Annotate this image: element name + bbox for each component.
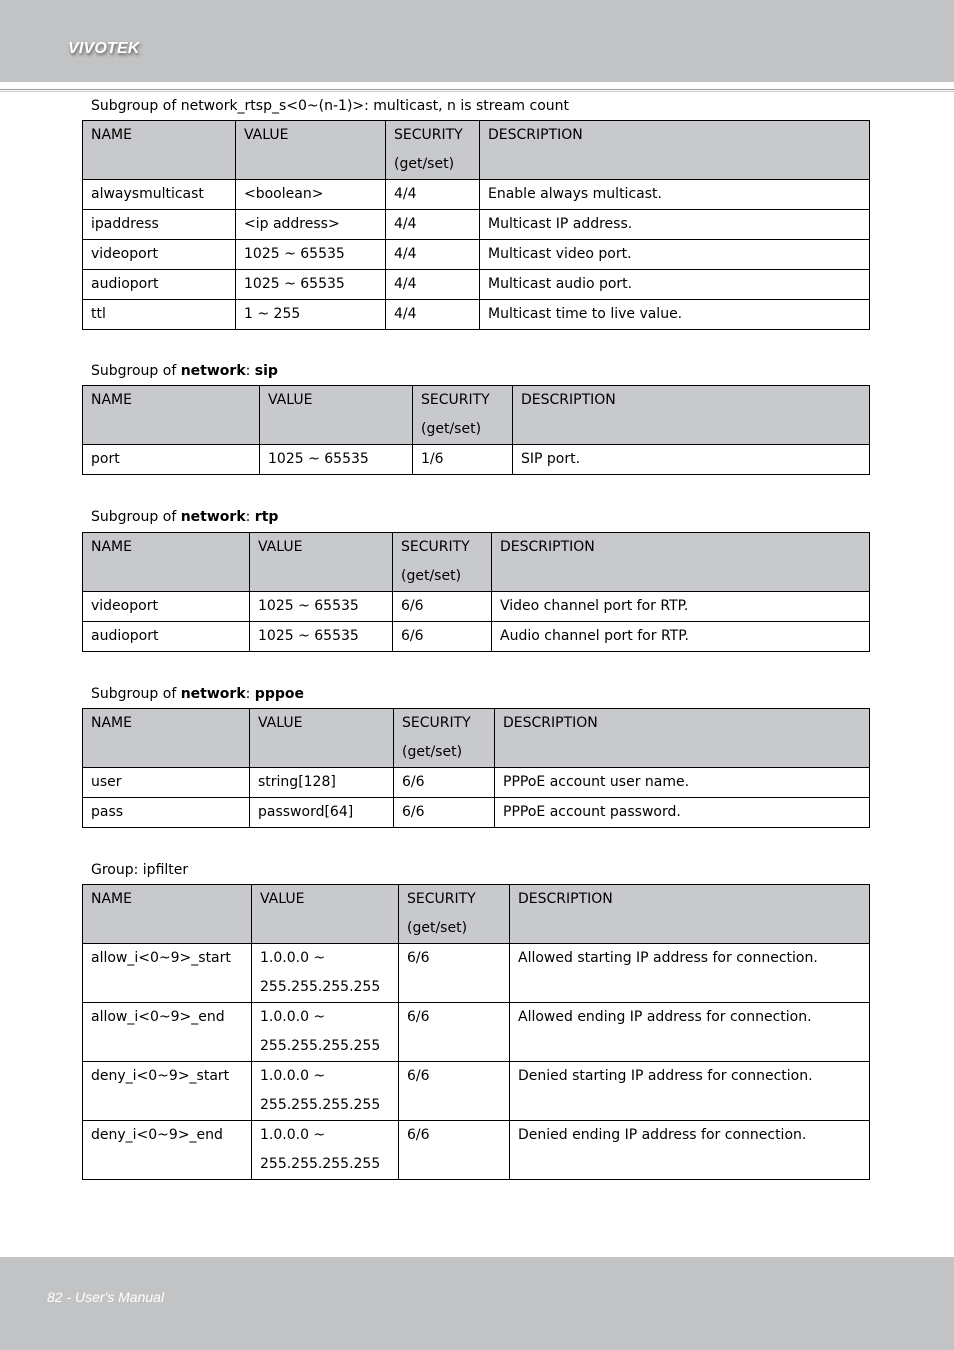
param-description: Allowed starting IP address for connection. — [510, 944, 870, 1003]
table-row — [83, 1062, 870, 1121]
param-value: 1.0.0.0 ~ 255.255.255.255 — [252, 1003, 399, 1062]
header-rule-light — [0, 91, 954, 92]
table-row — [83, 592, 870, 622]
param-value: 1.0.0.0 ~ 255.255.255.255 — [252, 944, 399, 1003]
param-value: 1025 ~ 65535 — [236, 240, 386, 270]
table-sip — [82, 385, 870, 475]
section-title-pppoe: Subgroup of network: pppoe — [91, 686, 304, 702]
col-value-header: VALUE — [252, 885, 399, 944]
brand-logo: VIVOTEK — [68, 40, 140, 57]
param-security: 6/6 — [393, 622, 492, 652]
table-row — [83, 240, 870, 270]
col-description-header: DESCRIPTION — [495, 709, 870, 768]
param-security: 6/6 — [399, 1062, 510, 1121]
param-security: 4/4 — [386, 240, 480, 270]
table-row — [83, 445, 870, 475]
param-name: port — [83, 445, 260, 475]
param-security: 4/4 — [386, 270, 480, 300]
param-description: Denied starting IP address for connection. — [510, 1062, 870, 1121]
section-title-sip: Subgroup of network: sip — [91, 363, 278, 379]
param-security: 6/6 — [399, 1121, 510, 1180]
param-description: SIP port. — [513, 445, 870, 475]
col-name-header: NAME — [83, 709, 250, 768]
table-header-row — [83, 709, 870, 768]
table-pppoe — [82, 708, 870, 828]
param-value: <ip address> — [236, 210, 386, 240]
param-security: 6/6 — [399, 1003, 510, 1062]
param-security: 6/6 — [394, 798, 495, 828]
col-security-header: SECURITY (get/set) — [413, 386, 513, 445]
param-description: Multicast video port. — [480, 240, 870, 270]
param-name: pass — [83, 798, 250, 828]
table-row — [83, 300, 870, 330]
param-security: 6/6 — [394, 768, 495, 798]
header-band — [0, 0, 954, 82]
col-security-header: SECURITY (get/set) — [394, 709, 495, 768]
table-header-row — [83, 533, 870, 592]
param-description: Video channel port for RTP. — [492, 592, 870, 622]
col-value-header: VALUE — [260, 386, 413, 445]
param-description: Denied ending IP address for connection. — [510, 1121, 870, 1180]
col-value-header: VALUE — [250, 533, 393, 592]
table-row — [83, 768, 870, 798]
col-value-header: VALUE — [250, 709, 394, 768]
col-value-header: VALUE — [236, 121, 386, 180]
table-row — [83, 270, 870, 300]
col-description-header: DESCRIPTION — [513, 386, 870, 445]
table-row — [83, 1121, 870, 1180]
param-name: deny_i<0~9>_end — [83, 1121, 252, 1180]
param-name: alwaysmulticast — [83, 180, 236, 210]
table-row — [83, 180, 870, 210]
param-name: user — [83, 768, 250, 798]
param-name: ttl — [83, 300, 236, 330]
param-value: 1025 ~ 65535 — [250, 592, 393, 622]
param-value: password[64] — [250, 798, 394, 828]
section-title-rtp: Subgroup of network: rtp — [91, 509, 279, 525]
param-description: Multicast time to live value. — [480, 300, 870, 330]
param-value: <boolean> — [236, 180, 386, 210]
param-description: PPPoE account password. — [495, 798, 870, 828]
param-security: 1/6 — [413, 445, 513, 475]
param-name: allow_i<0~9>_end — [83, 1003, 252, 1062]
param-name: audioport — [83, 270, 236, 300]
col-name-header: NAME — [83, 885, 252, 944]
col-name-header: NAME — [83, 121, 236, 180]
param-name: allow_i<0~9>_start — [83, 944, 252, 1003]
param-value: string[128] — [250, 768, 394, 798]
table-header-row — [83, 386, 870, 445]
table-row — [83, 210, 870, 240]
table-ipfilter — [82, 884, 870, 1180]
param-security: 6/6 — [393, 592, 492, 622]
param-security: 6/6 — [399, 944, 510, 1003]
col-security-header: SECURITY (get/set) — [399, 885, 510, 944]
param-value: 1025 ~ 65535 — [236, 270, 386, 300]
page-number: 82 - User's Manual — [47, 1289, 165, 1305]
param-description: Multicast audio port. — [480, 270, 870, 300]
table-row — [83, 798, 870, 828]
param-name: deny_i<0~9>_start — [83, 1062, 252, 1121]
col-security-header: SECURITY (get/set) — [393, 533, 492, 592]
param-description: PPPoE account user name. — [495, 768, 870, 798]
param-description: Audio channel port for RTP. — [492, 622, 870, 652]
table-row — [83, 944, 870, 1003]
param-value: 1025 ~ 65535 — [250, 622, 393, 652]
section-title-ipfilter: Group: ipfilter — [91, 862, 189, 878]
param-value: 1025 ~ 65535 — [260, 445, 413, 475]
header-rule — [0, 89, 954, 90]
table-row — [83, 622, 870, 652]
param-name: videoport — [83, 592, 250, 622]
param-description: Multicast IP address. — [480, 210, 870, 240]
col-description-header: DESCRIPTION — [510, 885, 870, 944]
col-name-header: NAME — [83, 386, 260, 445]
col-name-header: NAME — [83, 533, 250, 592]
param-security: 4/4 — [386, 180, 480, 210]
table-row — [83, 1003, 870, 1062]
section-title-multicast: Subgroup of network_rtsp_s<0~(n-1)>: multicast, n is stream count — [91, 98, 570, 114]
param-description: Enable always multicast. — [480, 180, 870, 210]
param-security: 4/4 — [386, 210, 480, 240]
col-security-header: SECURITY (get/set) — [386, 121, 480, 180]
param-name: videoport — [83, 240, 236, 270]
table-rtp — [82, 532, 870, 652]
param-value: 1 ~ 255 — [236, 300, 386, 330]
table-header-row — [83, 121, 870, 180]
param-name: ipaddress — [83, 210, 236, 240]
param-value: 1.0.0.0 ~ 255.255.255.255 — [252, 1062, 399, 1121]
table-multicast — [82, 120, 870, 330]
param-value: 1.0.0.0 ~ 255.255.255.255 — [252, 1121, 399, 1180]
table-header-row — [83, 885, 870, 944]
param-security: 4/4 — [386, 300, 480, 330]
param-description: Allowed ending IP address for connection. — [510, 1003, 870, 1062]
col-description-header: DESCRIPTION — [492, 533, 870, 592]
col-description-header: DESCRIPTION — [480, 121, 870, 180]
param-name: audioport — [83, 622, 250, 652]
